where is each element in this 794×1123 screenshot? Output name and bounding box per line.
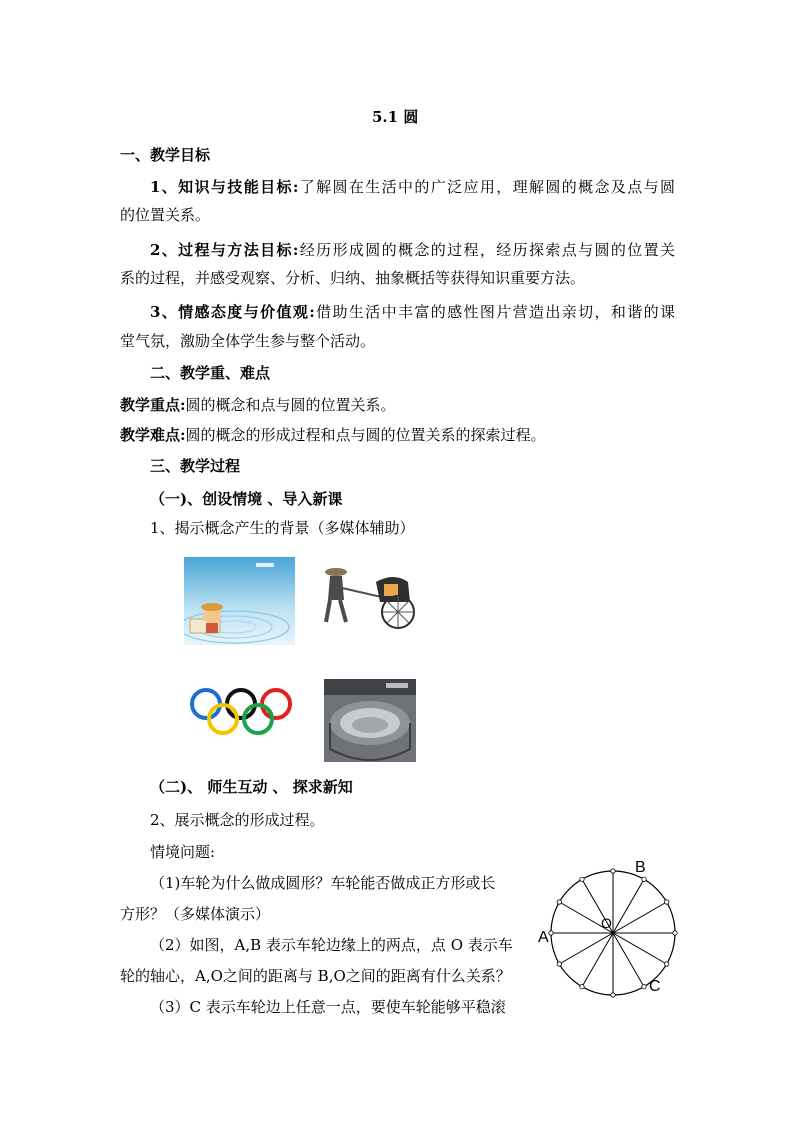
- scenario-label: 情境问题:: [150, 843, 216, 861]
- objective-1: [150, 177, 675, 197]
- section-heading-key-points: 二、教学重、难点: [150, 364, 271, 382]
- rickshaw-photo: [316, 560, 424, 632]
- tulou-photo: [324, 679, 416, 762]
- objective-1-label: 1、知识与技能目标:: [150, 178, 299, 196]
- key-point-label: 教学重点:: [120, 396, 186, 414]
- label-c: C: [649, 978, 661, 995]
- question-3: （3）C 表示车轮边上任意一点，要使车轮能够平稳滚: [150, 998, 506, 1016]
- section-heading-objectives: 一、教学目标: [120, 146, 211, 164]
- key-point: [120, 395, 680, 415]
- section-heading-process: 三、教学过程: [150, 457, 241, 475]
- objective-2: [150, 240, 675, 260]
- page-title: 5.1 圆: [372, 108, 419, 126]
- label-a: A: [538, 929, 549, 946]
- boy-ripple-photo: [184, 557, 295, 645]
- label-b: B: [635, 859, 646, 876]
- question-2: （2）如图，A,B 表示车轮边缘上的两点，点 O 表示车: [150, 936, 513, 954]
- key-point-text: 圆的概念和点与圆的位置关系。: [185, 396, 396, 414]
- objective-2-cont: 系的过程，并感受观察、分析、归纳、抽象概括等获得知识重要方法。: [120, 269, 586, 287]
- part-1-heading: （一)、创设情境 、导入新课: [150, 490, 343, 508]
- difficult-point: [120, 425, 680, 445]
- objective-2-text: 经历形成圆的概念的过程，经历探索点与圆的位置关: [298, 241, 675, 259]
- olympic-rings-photo: [186, 686, 296, 738]
- objective-1-text: 了解圆在生活中的广泛应用，理解圆的概念及点与圆: [298, 178, 675, 196]
- difficult-point-text: 圆的概念的形成过程和点与圆的位置关系的探索过程。: [185, 426, 546, 444]
- objective-3-label: 3、情感态度与价值观:: [150, 303, 315, 321]
- wheel-diagram: [535, 855, 685, 1000]
- objective-3-cont: 堂气氛，激励全体学生参与整个活动。: [120, 332, 376, 350]
- objective-2-label: 2、过程与方法目标:: [150, 241, 299, 259]
- step-2: 2、展示概念的形成过程。: [150, 811, 325, 829]
- question-1: （1)车轮为什么做成圆形？车轮能否做成正方形或长: [150, 874, 496, 892]
- objective-3-text: 借助生活中丰富的感性图片营造出亲切，和谐的课: [314, 303, 675, 321]
- label-o: O: [601, 915, 612, 931]
- objective-1-cont: 的位置关系。: [120, 206, 211, 224]
- difficult-point-label: 教学难点:: [120, 426, 186, 444]
- objective-3: [150, 302, 675, 322]
- question-2-cont: 轮的轴心，A,O之间的距离与 B,O之间的距离有什么关系？: [120, 967, 511, 985]
- part-2-heading: （二)、 师生互动 、 探求新知: [150, 778, 353, 796]
- question-1-cont: 方形？（多媒体演示）: [120, 905, 271, 923]
- step-1: 1、揭示概念产生的背景（多媒体辅助）: [150, 519, 415, 537]
